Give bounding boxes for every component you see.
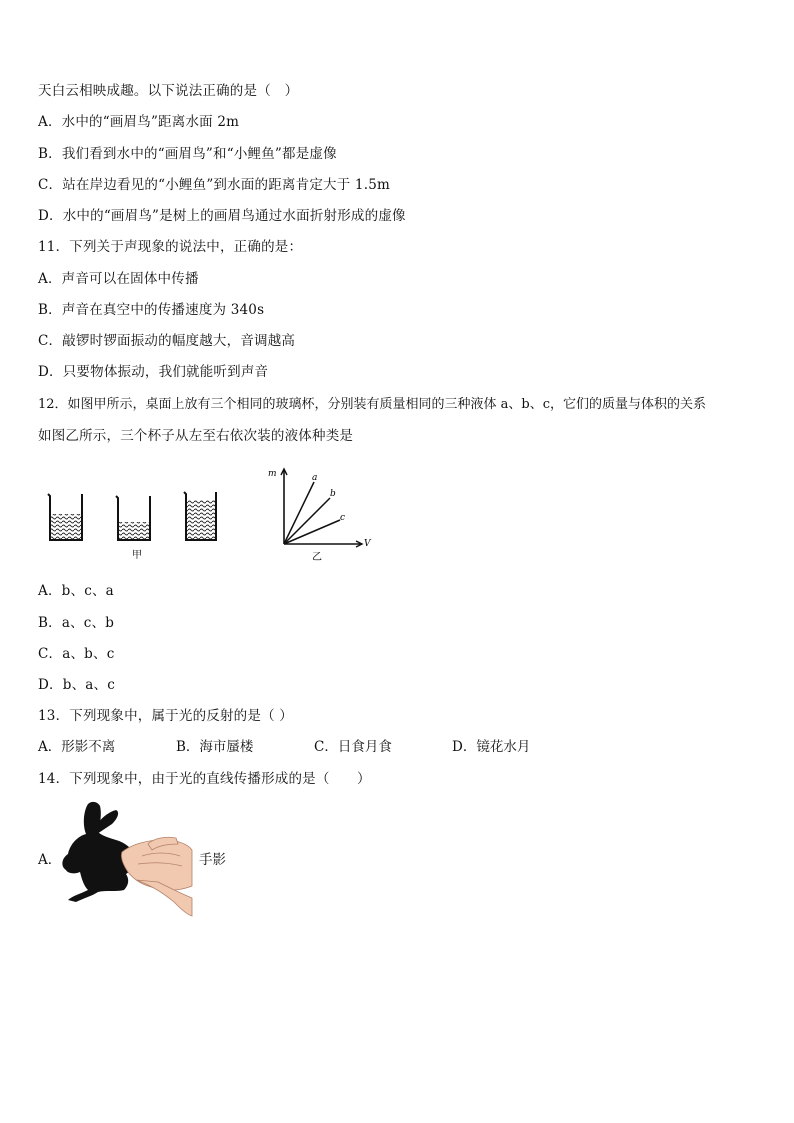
q11-option-b: B．声音在真空中的传播速度为 340s [38, 302, 265, 318]
hand-shadow-rabbit-image [58, 800, 198, 918]
line-c [284, 520, 340, 544]
figure-yi-label: 乙 [312, 552, 322, 563]
q13-stem: 13．下列现象中，属于光的反射的是（ ） [38, 708, 293, 724]
line-b [284, 498, 330, 544]
q14-option-a-caption: 手影 [199, 852, 226, 868]
q12-stem-line1: 12．如图甲所示，桌面上放有三个相同的玻璃杯，分别装有质量相同的三种液体 a、b、c，它们的质量与体积的关系 [38, 397, 707, 412]
q10-option-d: D．水中的“画眉鸟”是树上的画眉鸟通过水面折射形成的虚像 [38, 208, 406, 224]
q12-stem-line2: 如图乙所示，三个杯子从左至右依次装的液体种类是 [38, 428, 354, 444]
q13-option-c: C．日食月食 [314, 739, 392, 755]
q10-tail: 天白云相映成趣。以下说法正确的是（ ） [38, 83, 299, 99]
q12-option-c: C．a、b、c [38, 646, 115, 662]
q13-option-b: B．海市蜃楼 [176, 739, 254, 755]
q13-option-d: D．镜花水月 [452, 739, 531, 755]
line-a-label: a [312, 473, 318, 483]
beaker-2 [116, 496, 150, 540]
beakers-figure [44, 488, 224, 560]
line-c-label: c [340, 513, 346, 523]
q12-option-a: A．b、c、a [38, 583, 114, 599]
q11-stem: 11．下列关于声现象的说法中，正确的是： [38, 239, 303, 255]
q11-option-c: C．敲锣时锣面振动的幅度越大，音调越高 [38, 333, 296, 349]
q14-stem: 14．下列现象中，由于光的直线传播形成的是（ ） [38, 771, 371, 787]
q12-option-b: B．a、c、b [38, 615, 115, 631]
q10-option-c: C．站在岸边看见的“小鲤鱼”到水面的距离肯定大于 1.5m [38, 177, 390, 193]
mass-volume-graph [262, 466, 380, 564]
q14-option-a-label: A． [38, 852, 62, 868]
q10-option-a: A．水中的“画眉鸟”距离水面 2m [38, 114, 240, 130]
q12-option-d: D．b、a、c [38, 677, 115, 693]
beaker-3 [184, 492, 216, 540]
q11-option-a: A．声音可以在固体中传播 [38, 271, 199, 287]
beaker-1 [48, 494, 82, 540]
axis-m-label: m [268, 469, 277, 479]
axis-v-label: V [364, 539, 371, 549]
figure-jia-label: 甲 [132, 550, 142, 560]
q11-option-d: D．只要物体振动，我们就能听到声音 [38, 364, 269, 380]
q13-option-a: A．形影不离 [38, 739, 116, 755]
q10-option-b: B．我们看到水中的“画眉鸟”和“小鲤鱼”都是虚像 [38, 146, 337, 162]
line-b-label: b [330, 489, 336, 499]
line-a [284, 482, 314, 544]
